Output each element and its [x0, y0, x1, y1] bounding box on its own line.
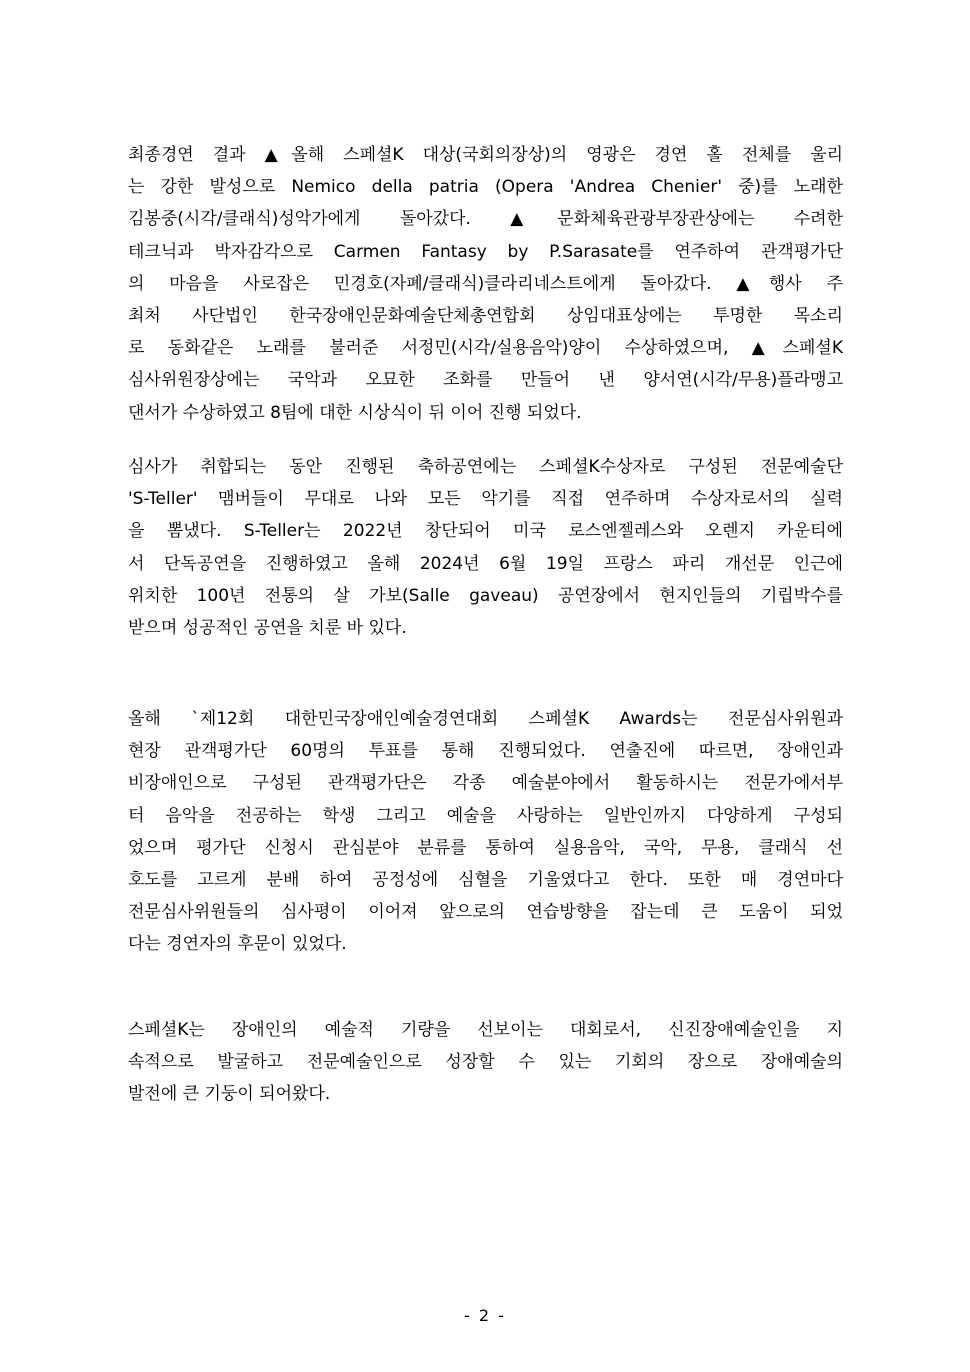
paragraph-awards-results: [128, 139, 843, 429]
text-line: 을 뽐냈다. S-Teller는 2022년 창단되어 미국 로스엔젤레스와 오렌지 카운티에: [128, 521, 843, 542]
text-line: 'S-Teller' 맴버들이 무대로 나와 모든 악기를 직접 연주하며 수상자로서의 실력: [128, 489, 843, 510]
text-line: 테크닉과 박자감각으로 Carmen Fantasy by P.Sarasate를 연주하여 관객평가단: [128, 241, 843, 262]
paragraph-special-k-mission: [128, 1014, 843, 1111]
text-line: 현장 관객평가단 60명의 투표를 통해 진행되었다. 연출진에 따르면, 장애인과: [128, 741, 843, 762]
text-line: 위치한 100년 전통의 살 가보(Salle gaveau) 공연장에서 현지인들의 기립박수를: [128, 585, 843, 606]
text-line: 심사위원장상에는 국악과 오묘한 조화를 만들어 낸 양서연(시각/무용)플라맹고: [128, 370, 843, 391]
paragraph-judging-process: [128, 703, 843, 961]
text-line: 최처 사단법인 한국장애인문화예술단체총연합회 상임대표상에는 투명한 목소리: [128, 305, 843, 326]
page-number: - 2 -: [464, 1306, 506, 1325]
text-line: 받으며 성공적인 공연을 치룬 바 있다.: [128, 617, 407, 638]
text-line: 었으며 평가단 신청시 관심분야 분류를 통하여 실용음악, 국악, 무용, 클래식 선: [128, 837, 843, 858]
text-line: 는 강한 발성으로 Nemico della patria (Opera 'Andrea Chenier' 중)를 노래한: [128, 177, 843, 198]
text-line: 전문심사위원들의 심사평이 이어져 앞으로의 연습방향을 잡는데 큰 도움이 되었: [128, 902, 843, 923]
text-line: 다는 경연자의 후문이 있었다.: [128, 934, 347, 955]
text-line: 발전에 큰 기둥이 되어왔다.: [128, 1084, 331, 1105]
text-line: 속적으로 발굴하고 전문예술인으로 성장할 수 있는 기회의 장으로 장애예술의: [128, 1052, 843, 1073]
text-line: 최종경연 결과 ▲올해 스페셜K 대상(국회의장상)의 영광은 경연 홀 전체를 울리: [128, 145, 843, 165]
text-line: 서 단독공연을 진행하였고 올해 2024년 6월 19일 프랑스 파리 개선문 인근에: [128, 553, 843, 574]
text-line: 스페셜K는 장애인의 예술적 기량을 선보이는 대회로서, 신진장애예술인을 지: [128, 1020, 843, 1040]
text-line: 비장애인으로 구성된 관객평가단은 각종 예술분야에서 활동하시는 전문가에서부: [128, 773, 843, 794]
text-line: 댄서가 수상하였고 8팀에 대한 시상식이 뒤 이어 진행 되었다.: [128, 402, 582, 423]
text-line: 호도를 고르게 분배 하여 공정성에 심혈을 기울였다고 한다. 또한 매 경연마다: [128, 869, 843, 890]
text-line: 심사가 취합되는 동안 진행된 축하공연에는 스페셜K수상자로 구성된 전문예술단: [128, 457, 843, 477]
text-line: 로 동화같은 노래를 불러준 서정민(시각/실용음악)양이 수상하였으며, ▲스페셜K: [128, 338, 843, 359]
paragraph-celebration-performance: [128, 451, 843, 644]
text-line: 의 마음을 사로잡은 민경호(자폐/클래식)클라리네스트에게 돌아갔다. ▲행사 주: [128, 273, 843, 294]
text-line: 김봉중(시각/클래식)성악가에게 돌아갔다. ▲문화체육관광부장관상에는 수려한: [128, 209, 843, 230]
text-line: 터 음악을 전공하는 학생 그리고 예술을 사랑하는 일반인까지 다양하게 구성되: [128, 805, 843, 826]
text-line: 올해 `제12회 대한민국장애인예술경연대회 스페셜K Awards는 전문심사위원과: [128, 709, 843, 729]
